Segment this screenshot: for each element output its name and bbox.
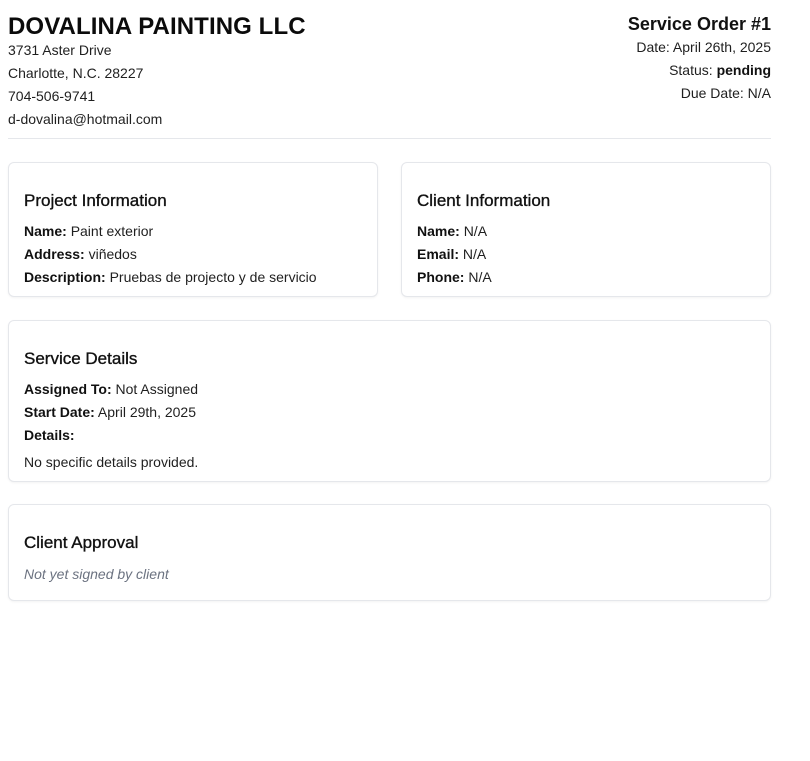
status-badge: pending <box>716 62 771 78</box>
details-label: Details: <box>24 427 75 443</box>
service-details-heading: Service Details <box>24 349 138 368</box>
company-email: d-dovalina@hotmail.com <box>8 111 163 127</box>
company-name: DOVALINA PAINTING LLC <box>8 13 306 40</box>
order-title: Service Order #1 <box>627 14 771 34</box>
project-information-card <box>8 162 378 297</box>
company-address-line1: 3731 Aster Drive <box>8 42 112 58</box>
document-header <box>8 12 771 139</box>
order-status <box>628 59 771 82</box>
project-address-label: Address: <box>24 246 85 262</box>
client-name-row <box>417 223 487 239</box>
project-name-row <box>24 223 153 239</box>
client-phone-label: Phone: <box>417 269 465 285</box>
client-approval-heading: Client Approval <box>24 533 139 552</box>
start-date-row <box>24 404 196 420</box>
client-name-value: N/A <box>463 223 488 239</box>
service-details-card <box>8 320 771 482</box>
order-date <box>628 36 771 59</box>
assigned-to-label: Assigned To: <box>24 381 112 397</box>
client-information-heading: Client Information <box>417 191 551 210</box>
details-text: No specific details provided. <box>24 454 199 470</box>
project-address-value: viñedos <box>88 246 137 262</box>
client-email-row <box>417 246 486 262</box>
client-approval-card <box>8 504 771 601</box>
order-due-label: Due Date: <box>680 85 744 101</box>
order-due-value: N/A <box>747 85 771 101</box>
client-email-value: N/A <box>462 246 487 262</box>
project-address-row <box>24 246 137 262</box>
order-date-value: April 26th, 2025 <box>672 39 771 55</box>
order-summary <box>628 12 771 105</box>
approval-status-text: Not yet signed by client <box>24 566 169 582</box>
client-phone-row <box>417 269 492 285</box>
details-label-row <box>24 427 75 443</box>
company-phone: 704-506-9741 <box>8 88 96 104</box>
project-description-row <box>24 269 317 285</box>
client-name-label: Name: <box>417 223 460 239</box>
assigned-to-row <box>24 381 198 397</box>
project-description-label: Description: <box>24 269 106 285</box>
client-information-card <box>401 162 771 297</box>
client-email-label: Email: <box>417 246 460 262</box>
order-due-date <box>628 82 771 105</box>
client-phone-value: N/A <box>468 269 492 285</box>
project-name-value: Paint exterior <box>70 223 154 239</box>
order-date-label: Date: <box>636 39 670 55</box>
company-address-line2: Charlotte, N.C. 28227 <box>8 65 144 81</box>
project-information-heading: Project Information <box>24 191 167 210</box>
assigned-to-value: Not Assigned <box>115 381 199 397</box>
project-name-label: Name: <box>24 223 67 239</box>
start-date-value: April 29th, 2025 <box>97 404 196 420</box>
start-date-label: Start Date: <box>24 404 95 420</box>
order-status-label: Status: <box>669 62 713 78</box>
project-description-value: Pruebas de projecto y de servicio <box>109 269 317 285</box>
